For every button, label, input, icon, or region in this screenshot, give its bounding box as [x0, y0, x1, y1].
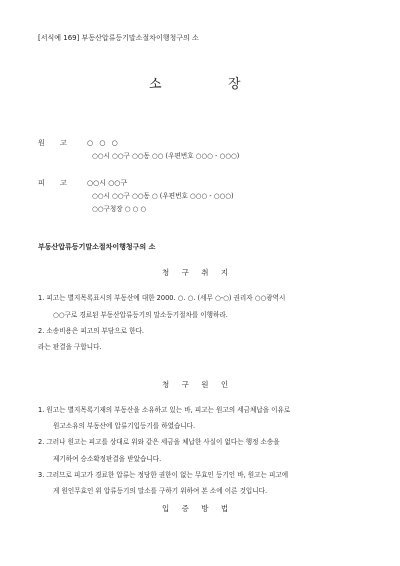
plaintiff-label-a: 원 — [38, 139, 45, 147]
plaintiff-address: ○○시 ○○구 ○○동 ○○ (우편번호 ○○○ - ○○○) — [92, 152, 240, 160]
defendant-representative: ○○구청장 ○ ○ ○ — [92, 205, 147, 213]
defendant-address: ○○시 ○○구 ○○동 ○ (우편번호 ○○○ - ○○○) — [92, 192, 234, 200]
case-name: 부동산압류등기말소절차이행청구의 소 — [38, 243, 156, 251]
claim-cause-line-5: 3. 그러므로 피고가 경료한 압류는 정당한 권한이 없는 무효인 등기인 바, 원고는 피고에 — [38, 471, 289, 479]
title-char-so: 소 — [149, 77, 162, 92]
claim-purpose-line-4: 라는 판결을 구합니다. — [38, 343, 102, 351]
evidence-heading: 입 증 방 법 — [162, 504, 234, 513]
plaintiff-label-b: 고 — [60, 139, 67, 147]
claim-cause-line-1: 1. 원고는 별지목록기재의 부동산을 소유하고 있는 바, 피고는 원고의 세금체납을 이유로 — [38, 406, 291, 414]
claim-cause-line-4: 제기하여 승소확정판결을 받았습니다. — [53, 455, 162, 463]
title-char-jang: 장 — [228, 77, 241, 92]
claim-cause-line-3: 2. 그러나 원고는 피고를 상대로 위와 같은 세금을 체납한 사실이 없다는 행정 소송을 — [38, 438, 280, 446]
plaintiff-name: ○ ○ ○ — [87, 139, 120, 147]
claim-purpose-line-1: 1. 피고는 별지목록표시의 부동산에 대한 2000. ○. ○. (세무 ○-○) 권리자 ○○광역시 — [38, 294, 286, 302]
defendant-name: ○○시 ○○구 — [87, 179, 128, 187]
claim-cause-line-2: 원고소유의 부동산에 압류기입등기를 하였습니다. — [53, 422, 196, 430]
claim-purpose-line-2: ○○구로 경료된 부동산압류등기의 말소등기절차를 이행하라. — [53, 311, 228, 319]
claim-cause-line-6: 게 원인무효인 위 압류등기의 말소를 구하기 위하여 본 소에 이른 것입니다. — [53, 487, 268, 495]
claim-cause-heading: 청 구 원 인 — [162, 380, 234, 389]
claim-purpose-line-3: 2. 소송비용은 피고의 부담으로 한다. — [38, 327, 144, 335]
defendant-label-b: 고 — [60, 179, 67, 187]
claim-purpose-heading: 청 구 취 지 — [162, 268, 234, 277]
form-label: [서식예 169] 부동산압류등기말소절차이행청구의 소 — [38, 34, 199, 42]
defendant-label-a: 피 — [38, 179, 45, 187]
